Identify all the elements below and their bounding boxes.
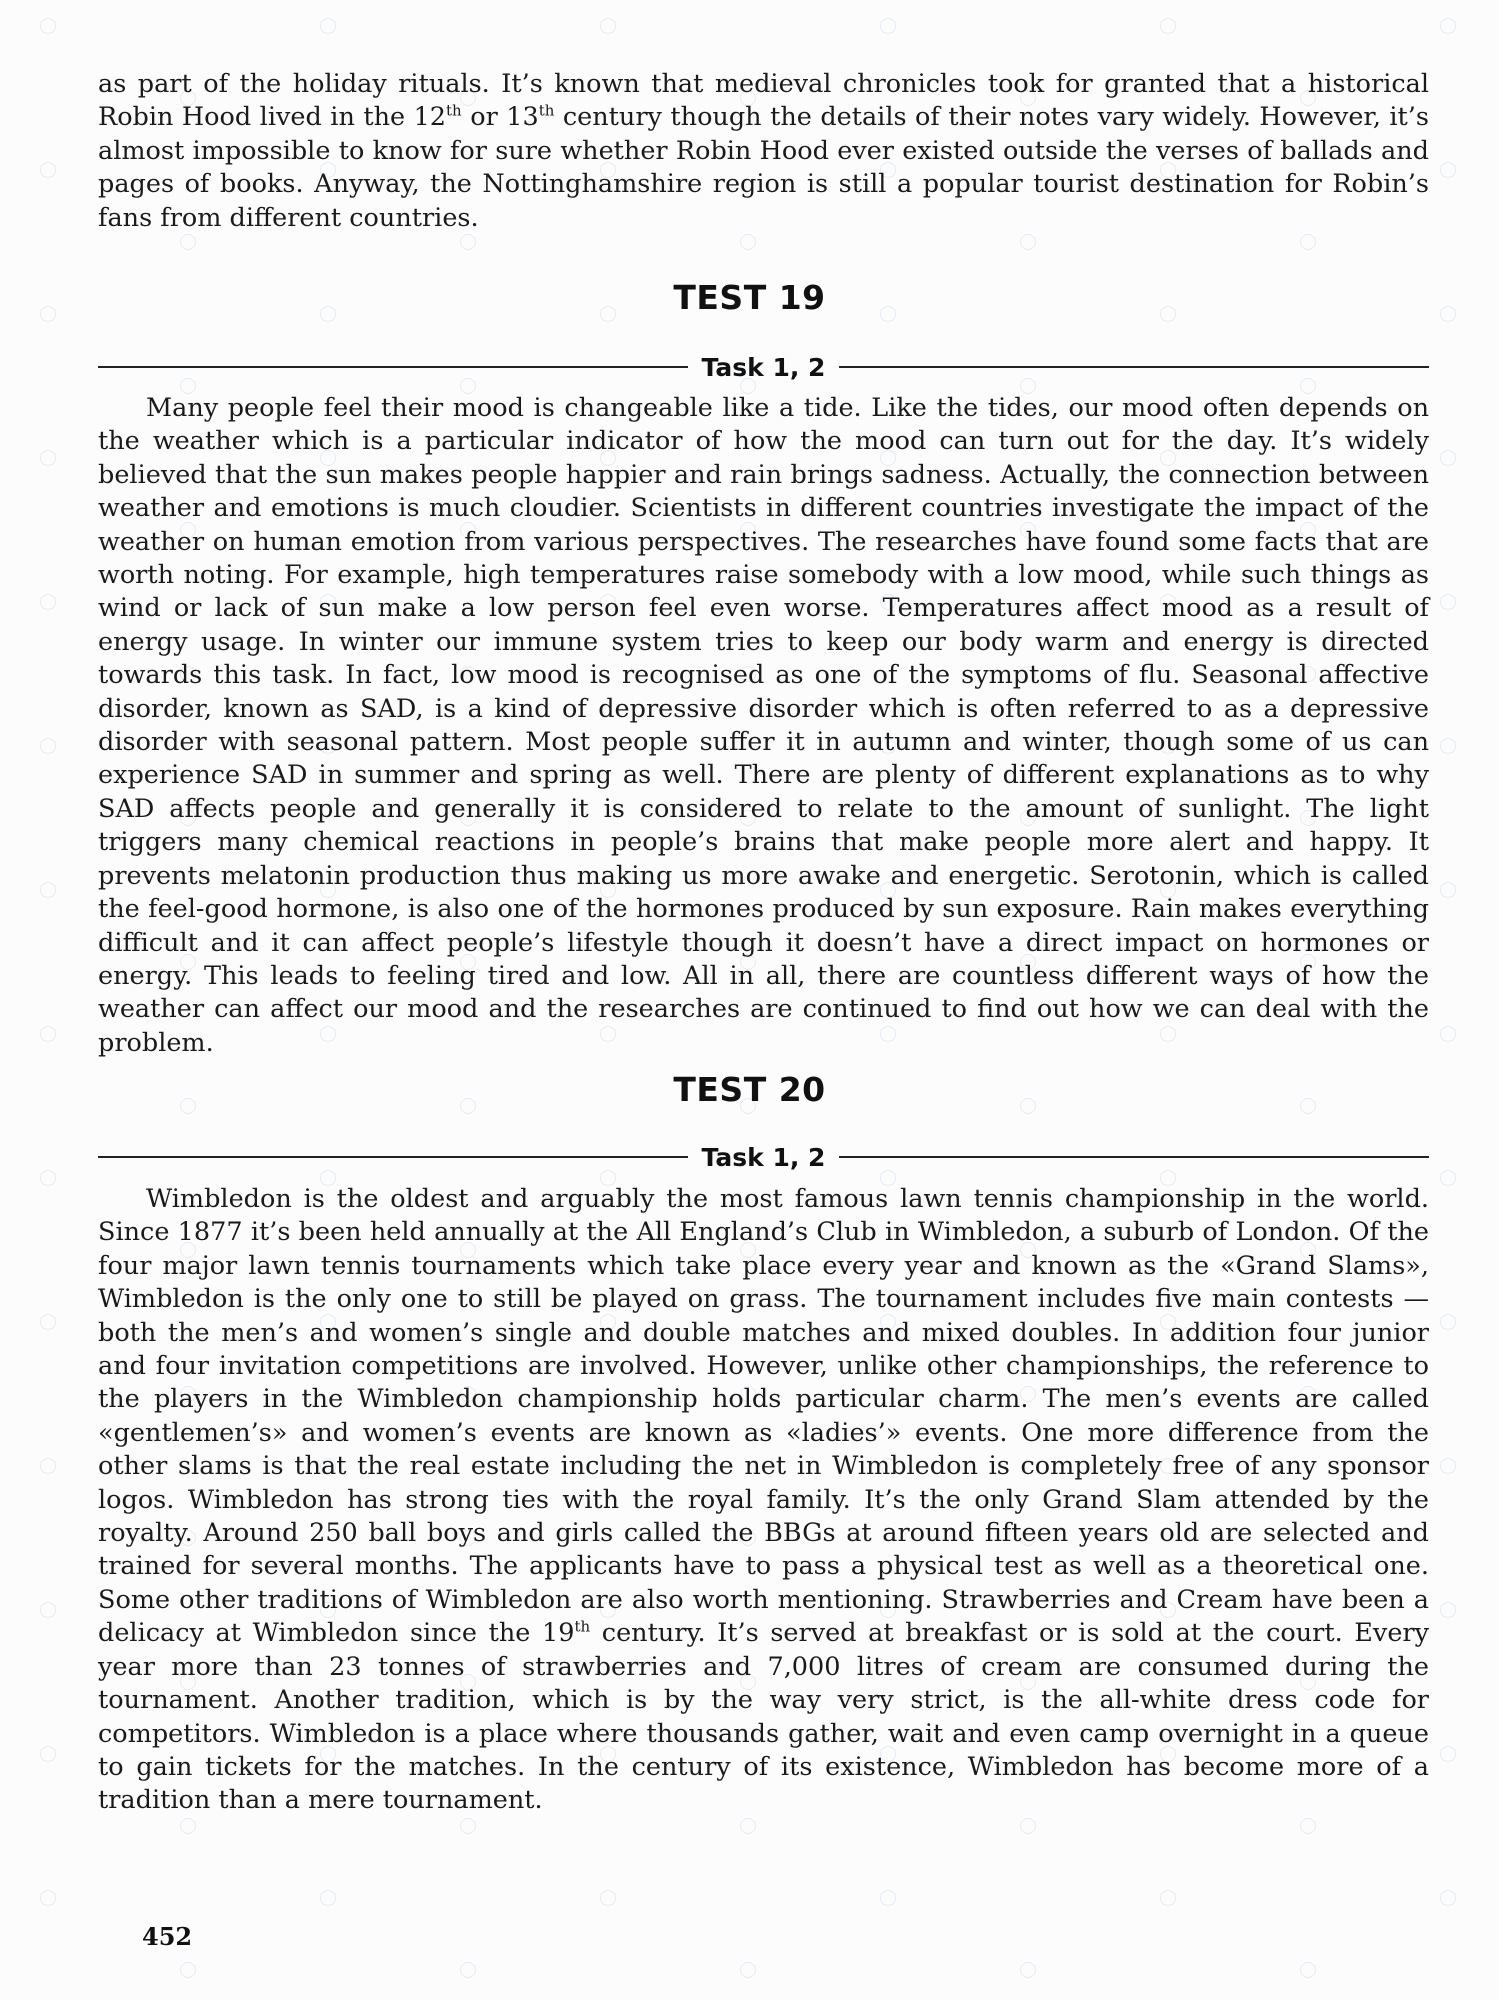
watermark-mark xyxy=(180,1962,196,1978)
divider-left xyxy=(98,366,688,368)
watermark-mark xyxy=(1440,1458,1456,1474)
watermark-mark xyxy=(40,1026,56,1042)
watermark-mark xyxy=(1440,450,1456,466)
watermark-mark xyxy=(740,234,756,250)
watermark-mark xyxy=(460,1962,476,1978)
intro-sup-a: th xyxy=(446,101,462,120)
watermark-mark xyxy=(180,234,196,250)
intro-text-c: century though the details of their notes vary widely. However, it’s almost impossible to know for sure whether Robin Hood ever existed outside the verses of ballads and pages of books. Anyway, the Nottinghamshire region is still a popular tourist destination for Robin’s fans from different countries. xyxy=(98,102,1429,233)
watermark-mark xyxy=(40,738,56,754)
watermark-mark xyxy=(1440,1170,1456,1186)
watermark-mark xyxy=(40,1170,56,1186)
watermark-mark xyxy=(460,234,476,250)
test-20-text-b: century. It’s served at breakfast or is sold at the court. Every year more than 23 tonnes of strawberries and 7,000 litres of cream are consumed during the tournament. Another tradition, which is by the way very strict, is the all-white dress code for competitors. Wimbledon is a place where thousands gather, wait and even camp overnight in a queue to gain tickets for the matches. In the century of its existence, Wimbledon has become more of a tradition than a mere tournament. xyxy=(98,1618,1429,1816)
test-20-text-a: Wimbledon is the oldest and arguably the most famous lawn tennis championship in the world. Since 1877 it’s been held annually at the All England’s Club in Wimbledon, a suburb of London. Of the four major lawn tennis tournaments which take place every year and known as the «Grand Slams», Wimbledon is the only one to still be played on grass. The tournament includes five main contests — both the men’s and women’s single and double matches and mixed doubles. In addition four junior and four invitation competitions are involved. However, unlike other championships, the reference to the players in the Wimbledon championship holds particular charm. The men’s events are called «gentlemen’s» and women’s events are known as «ladies’» events. One more difference from the other slams is that the real estate including the net in Wimbledon is completely free of any sponsor logos. Wimbledon has strong ties with the royal family. It’s the only Grand Slam attended by the royalty. Around 250 ball boys and girls called the BBGs at around fifteen years old are selected and trained for several months. The applicants have to pass a physical test as well as a theoretical one. Some other traditions of Wimbledon are also worth mentioning. Strawberries and Cream have been a delicacy at Wimbledon since the 19 xyxy=(98,1184,1429,1649)
watermark-mark xyxy=(1020,234,1036,250)
test-19-task-label: Task 1, 2 xyxy=(701,352,826,382)
watermark-mark xyxy=(1440,594,1456,610)
intro-text-a: as part of the holiday rituals. It’s known that medieval chronicles took for granted that a historical Robin Hood lived in the 12 xyxy=(98,69,1429,133)
watermark-mark xyxy=(740,1818,756,1834)
divider-right xyxy=(839,366,1429,368)
watermark-mark xyxy=(40,1458,56,1474)
test-20-title: TEST 20 xyxy=(673,1070,826,1109)
divider-right xyxy=(839,1156,1429,1158)
test-20-task-label: Task 1, 2 xyxy=(701,1142,826,1172)
watermark-mark xyxy=(1020,1818,1036,1834)
watermark-mark xyxy=(320,18,336,34)
watermark-mark xyxy=(600,18,616,34)
watermark-mark xyxy=(1300,234,1316,250)
watermark-mark xyxy=(600,1890,616,1906)
watermark-mark xyxy=(1300,1818,1316,1834)
watermark-mark xyxy=(1020,1962,1036,1978)
watermark-mark xyxy=(880,18,896,34)
watermark-mark xyxy=(40,882,56,898)
watermark-mark xyxy=(180,1818,196,1834)
watermark-mark xyxy=(40,1890,56,1906)
test-20-task-header xyxy=(98,1140,1429,1174)
watermark-mark xyxy=(40,162,56,178)
divider-left xyxy=(98,1156,688,1158)
watermark-mark xyxy=(1440,162,1456,178)
watermark-mark xyxy=(40,1746,56,1762)
watermark-mark xyxy=(460,1818,476,1834)
watermark-mark xyxy=(880,1890,896,1906)
intro-paragraph xyxy=(98,68,1429,235)
watermark-mark xyxy=(1440,1314,1456,1330)
watermark-mark xyxy=(1440,1026,1456,1042)
test-19-title: TEST 19 xyxy=(673,278,826,317)
intro-sup-b: th xyxy=(538,101,555,120)
watermark-mark xyxy=(1440,882,1456,898)
watermark-mark xyxy=(1440,738,1456,754)
test-19-paragraph: Many people feel their mood is changeable like a tide. Like the tides, our mood often depends on the weather which is a particular indicator of how the mood can turn out for the day. It’s widely believed that the sun makes people happier and rain brings sadness. Actually, the connection between weather and emotions is much cloudier. Scientists in different countries investigate the impact of the weather on human emotion from various perspectives. The researches have found some facts that are worth noting. For example, high temperatures raise somebody with a low mood, while such things as wind or lack of sun make a low person feel even worse. Temperatures affect mood as a result of energy usage. In winter our immune system tries to keep our body warm and energy is directed towards this task. In fact, low mood is recognised as one of the symptoms of flu. Seasonal affective disorder, known as SAD, is a kind of depressive disorder which is often referred to as a depressive disorder with seasonal pattern. Most people suffer it in autumn and winter, though some of us can experience SAD in summer and spring as well. There are plenty of different explanations as to why SAD affects people and generally it is considered to relate to the amount of sunlight. The light triggers many chemical reactions in people’s brains that make people more alert and happy. It prevents melatonin production thus making us more awake and energetic. Serotonin, which is called the feel-good hormone, is also one of the hormones produced by sun exposure. Rain makes everything difficult and it can affect people’s lifestyle though it doesn’t have a direct impact on hormones or energy. This leads to feeling tired and low. All in all, there are countless different ways of how the weather can affect our mood and the researches are continued to find out how we can deal with the problem. xyxy=(98,393,1429,1058)
watermark-mark xyxy=(740,1962,756,1978)
test-19-task-header xyxy=(98,350,1429,384)
intro-text-b: or 13 xyxy=(461,102,539,133)
watermark-mark xyxy=(40,1314,56,1330)
watermark-mark xyxy=(40,594,56,610)
watermark-mark xyxy=(320,1890,336,1906)
page-number: 452 xyxy=(142,1922,193,1951)
watermark-mark xyxy=(1160,18,1176,34)
test-20-sup: th xyxy=(574,1617,591,1636)
test-20-paragraph xyxy=(98,1183,1429,1818)
watermark-mark xyxy=(40,450,56,466)
watermark-mark xyxy=(1440,1890,1456,1906)
watermark-mark xyxy=(1440,1746,1456,1762)
watermark-mark xyxy=(1440,1602,1456,1618)
watermark-mark xyxy=(1440,18,1456,34)
watermark-mark xyxy=(1300,1962,1316,1978)
watermark-mark xyxy=(1160,1890,1176,1906)
watermark-mark xyxy=(40,18,56,34)
watermark-mark xyxy=(40,1602,56,1618)
